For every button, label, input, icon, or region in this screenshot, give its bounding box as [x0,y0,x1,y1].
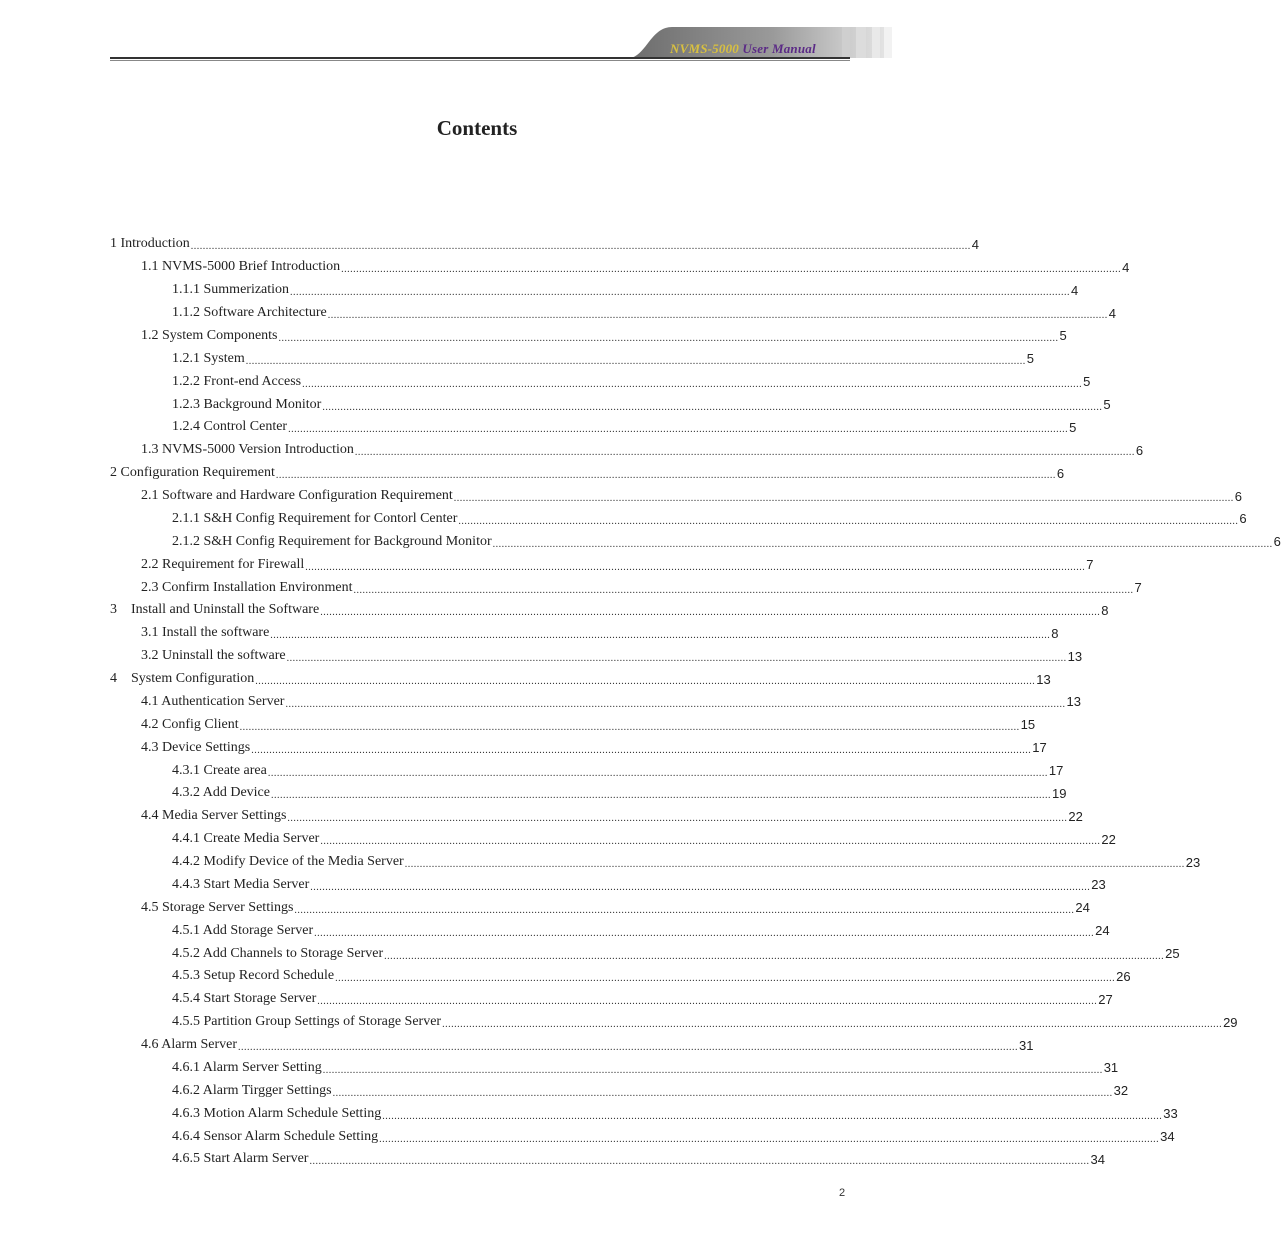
toc-entry-page: 34 [1090,1151,1105,1167]
toc-entry[interactable] [110,828,1116,851]
toc-leader-dots: .................................................................................................................................................................................................................................................................... [286,653,1067,665]
toc-entry-page: 23 [1185,854,1201,870]
toc-entry[interactable] [110,965,1131,988]
toc-entry-page: 4 [971,236,979,252]
toc-entry-page: 32 [1113,1083,1129,1099]
toc-entry-page: 6 [1273,534,1281,550]
toc-entry[interactable] [110,759,1064,782]
toc-entry-page: 4 [1108,305,1116,321]
toc-entry[interactable] [110,645,1083,668]
toc-entry-label: 4.5.1 Add Storage Server [172,922,314,938]
toc-entry-label: 3.2 Uninstall the software [141,648,286,664]
toc-entry-page: 6 [1056,465,1065,481]
toc-entry[interactable] [110,896,1090,919]
toc-entry-page: 8 [1051,625,1059,641]
toc-entry-label: 1.1.2 Software Architecture [172,305,327,321]
toc-entry-page: 5 [1069,419,1077,435]
toc-entry-page: 8 [1101,602,1109,618]
toc-entry-label: 4.6.5 Start Alarm Server [172,1151,309,1167]
toc-leader-dots: .................................................................................................................................................................................................................................................................... [322,1064,1103,1076]
toc-entry[interactable] [110,1034,1034,1057]
toc-entry-label: 1.2.1 System [172,350,245,366]
toc-entry-page: 13 [1066,694,1081,710]
toc-entry[interactable] [110,851,1201,874]
toc-entry[interactable] [110,233,979,256]
toc-entry[interactable] [110,1125,1175,1148]
toc-entry-label: 2.3 Confirm Installation Environment [141,579,353,595]
toc-entry-label: 4.2 Config Client [141,716,239,732]
toc-entry[interactable] [110,393,1111,416]
toc-entry-label: 4.4 Media Server Settings [141,808,287,824]
toc-entry-label: 4 System Configuration [110,671,255,687]
toc-leader-dots: .................................................................................................................................................................................................................................................................... [453,493,1234,505]
toc-entry-label: 1.1.1 Summerization [172,282,290,298]
toc-leader-dots: .................................................................................................................................................................................................................................................................... [314,927,1095,939]
toc-leader-dots: .................................................................................................................................................................................................................................................................... [270,630,1051,642]
toc-entry-label: 4.5.5 Partition Group Settings of Storage Server [172,1014,442,1030]
toc-entry-page: 6 [1239,511,1247,527]
toc-leader-dots: .................................................................................................................................................................................................................................................................... [354,447,1135,459]
toc-leader-dots: .................................................................................................................................................................................................................................................................... [278,332,1059,344]
toc-entry-label: 2.1.1 S&H Config Requirement for Contorl Center [172,510,458,526]
toc-entry-label: 4.6.3 Motion Alarm Schedule Setting [172,1105,382,1121]
toc-leader-dots: .................................................................................................................................................................................................................................................................... [294,904,1075,916]
toc-leader-dots: .................................................................................................................................................................................................................................................................... [335,973,1116,985]
toc-entry-label: 4.6.2 Alarm Tirgger Settings [172,1082,332,1098]
toc-entry-page: 4 [1071,282,1079,298]
toc-entry-page: 17 [1032,740,1047,756]
toc-entry-label: 4.5 Storage Server Settings [141,899,294,915]
toc-entry-label: 4.4.3 Start Media Server [172,876,310,892]
toc-leader-dots: .................................................................................................................................................................................................................................................................... [492,538,1273,550]
toc-entry[interactable] [110,302,1116,325]
toc-entry[interactable] [110,1148,1105,1171]
toc-entry-label: 1.2.4 Control Center [172,419,288,435]
page-number: 2 [839,1187,846,1199]
toc-entry-page: 29 [1223,1014,1238,1030]
toc-entry-label: 3.1 Install the software [141,625,270,641]
toc-entry-page: 34 [1160,1129,1175,1145]
toc-entry-page: 24 [1075,900,1090,916]
toc-entry-page: 22 [1101,831,1116,847]
toc-entry-label: 1.2 System Components [141,327,278,343]
toc-entry[interactable] [110,325,1067,348]
toc-entry-page: 4 [1122,259,1130,275]
toc-entry-page: 5 [1083,374,1091,390]
toc-leader-dots: .................................................................................................................................................................................................................................................................... [305,561,1086,573]
toc-entry-label: 2.2 Requirement for Firewall [141,556,305,572]
toc-leader-dots: .................................................................................................................................................................................................................................................................... [317,996,1098,1008]
toc-leader-dots: .................................................................................................................................................................................................................................................................... [353,584,1134,596]
toc-entry[interactable] [110,691,1081,714]
page-header [0,0,954,70]
toc-entry-label: 4.5.3 Setup Record Schedule [172,968,335,984]
toc-leader-dots: .................................................................................................................................................................................................................................................................... [285,698,1066,710]
toc-entry-label: 1 Introduction [110,236,190,252]
toc-entry[interactable] [110,416,1077,439]
toc-leader-dots: .................................................................................................................................................................................................................................................................... [382,1110,1163,1122]
toc-entry-label: 4.6.1 Alarm Server Setting [172,1059,322,1075]
toc-entry-label: 2.1 Software and Hardware Configuration Requirement [141,488,453,504]
toc-entry[interactable] [110,713,1036,736]
toc-entry[interactable] [110,347,1034,370]
toc-entry-page: 5 [1103,397,1111,413]
toc-leader-dots: .................................................................................................................................................................................................................................................................... [275,470,1056,482]
toc-leader-dots: .................................................................................................................................................................................................................................................................... [255,676,1036,688]
toc-entry-page: 24 [1095,923,1110,939]
manual-title: NVMS-5000 User Manual [670,41,816,56]
table-of-contents [110,233,1281,1171]
toc-leader-dots: .................................................................................................................................................................................................................................................................... [322,401,1103,413]
toc-entry[interactable] [110,874,1106,897]
toc-entry[interactable] [110,553,1094,576]
toc-entry-page: 5 [1026,351,1034,367]
toc-entry-page: 33 [1163,1106,1178,1122]
toc-entry-page: 17 [1048,763,1064,779]
toc-leader-dots: .................................................................................................................................................................................................................................................................... [238,1042,1019,1054]
toc-entry-page: 19 [1051,785,1067,801]
toc-leader-dots: .................................................................................................................................................................................................................................................................... [458,515,1239,527]
toc-leader-dots: .................................................................................................................................................................................................................................................................... [310,881,1091,893]
toc-entry[interactable] [110,782,1067,805]
toc-entry[interactable] [110,530,1281,553]
toc-entry[interactable] [110,1057,1119,1080]
toc-entry-page: 15 [1020,717,1036,733]
toc-leader-dots: .................................................................................................................................................................................................................................................................... [404,859,1185,871]
toc-entry-page: 13 [1067,648,1083,664]
toc-leader-dots: .................................................................................................................................................................................................................................................................... [341,264,1122,276]
toc-entry-label: 4.3.2 Add Device [172,785,270,801]
toc-entry[interactable] [110,919,1110,942]
toc-entry-page: 25 [1165,946,1180,962]
toc-leader-dots: .................................................................................................................................................................................................................................................................... [320,607,1101,619]
header-rule-thin [110,60,850,61]
toc-leader-dots: .................................................................................................................................................................................................................................................................... [288,424,1069,436]
toc-entry[interactable] [110,485,1243,508]
toc-entry-page: 23 [1091,877,1106,893]
toc-leader-dots: .................................................................................................................................................................................................................................................................... [320,836,1101,848]
toc-leader-dots: .................................................................................................................................................................................................................................................................... [251,744,1032,756]
toc-entry[interactable] [110,439,1144,462]
toc-entry[interactable] [110,508,1247,531]
toc-entry-page: 26 [1116,968,1131,984]
toc-entry[interactable] [110,462,1065,485]
toc-entry[interactable] [110,668,1051,691]
toc-entry-label: 1.2.2 Front-end Access [172,373,302,389]
toc-leader-dots: .................................................................................................................................................................................................................................................................... [442,1019,1223,1031]
toc-entry-label: 4.1 Authentication Server [141,693,285,709]
toc-leader-dots: .................................................................................................................................................................................................................................................................... [239,721,1020,733]
page-title: Contents [436,116,518,140]
toc-entry-label: 4.6 Alarm Server [141,1037,238,1053]
toc-entry-label: 3 Install and Uninstall the Software [110,602,320,618]
toc-leader-dots: .................................................................................................................................................................................................................................................................... [245,355,1026,367]
toc-leader-dots: .................................................................................................................................................................................................................................................................... [309,1156,1090,1168]
toc-leader-dots: .................................................................................................................................................................................................................................................................... [384,950,1165,962]
toc-leader-dots: .................................................................................................................................................................................................................................................................... [290,287,1071,299]
toc-entry-page: 6 [1234,488,1243,504]
toc-entry[interactable] [110,1102,1178,1125]
toc-leader-dots: .................................................................................................................................................................................................................................................................... [267,767,1048,779]
toc-leader-dots: .................................................................................................................................................................................................................................................................... [287,813,1068,825]
toc-entry[interactable] [110,576,1142,599]
toc-entry[interactable] [110,942,1180,965]
toc-entry-label: 2.1.2 S&H Config Requirement for Background Monitor [172,533,492,549]
toc-entry-label: 4.6.4 Sensor Alarm Schedule Setting [172,1128,379,1144]
toc-entry-page: 7 [1134,580,1142,596]
toc-entry-label: 4.5.2 Add Channels to Storage Server [172,945,384,961]
toc-entry-page: 13 [1036,671,1051,687]
toc-entry[interactable] [110,736,1047,759]
toc-entry[interactable] [110,256,1130,279]
toc-entry-page: 31 [1103,1060,1119,1076]
toc-entry-label: 4.4.2 Modify Device of the Media Server [172,854,404,870]
toc-entry[interactable] [110,1011,1238,1034]
toc-entry-label: 1.2.3 Background Monitor [172,396,322,412]
toc-leader-dots: .................................................................................................................................................................................................................................................................... [379,1133,1160,1145]
toc-entry-label: 4.3.1 Create area [172,762,267,778]
toc-entry[interactable] [110,805,1083,828]
toc-entry[interactable] [110,599,1109,622]
toc-entry-page: 22 [1068,808,1083,824]
header-rule [110,57,850,59]
toc-entry[interactable] [110,279,1079,302]
toc-entry-page: 7 [1086,557,1094,573]
toc-leader-dots: .................................................................................................................................................................................................................................................................... [190,241,971,253]
toc-entry-page: 31 [1019,1037,1034,1053]
toc-leader-dots: .................................................................................................................................................................................................................................................................... [327,310,1108,322]
toc-entry-label: 1.1 NVMS-5000 Brief Introduction [141,259,341,275]
toc-leader-dots: .................................................................................................................................................................................................................................................................... [332,1087,1113,1099]
toc-entry-page: 5 [1059,328,1067,344]
toc-entry-label: 4.3 Device Settings [141,739,251,755]
toc-entry-label: 4.4.1 Create Media Server [172,831,320,847]
toc-entry-label: 1.3 NVMS-5000 Version Introduction [141,442,354,458]
toc-entry[interactable] [110,1079,1129,1102]
toc-leader-dots: .................................................................................................................................................................................................................................................................... [270,790,1051,802]
toc-entry-page: 27 [1098,991,1113,1007]
toc-entry[interactable] [110,370,1091,393]
toc-leader-dots: .................................................................................................................................................................................................................................................................... [302,378,1083,390]
toc-entry-page: 6 [1135,442,1144,458]
toc-entry[interactable] [110,622,1059,645]
toc-entry-label: 4.5.4 Start Storage Server [172,991,317,1007]
toc-entry-label: 2 Configuration Requirement [110,465,275,481]
toc-entry[interactable] [110,988,1113,1011]
